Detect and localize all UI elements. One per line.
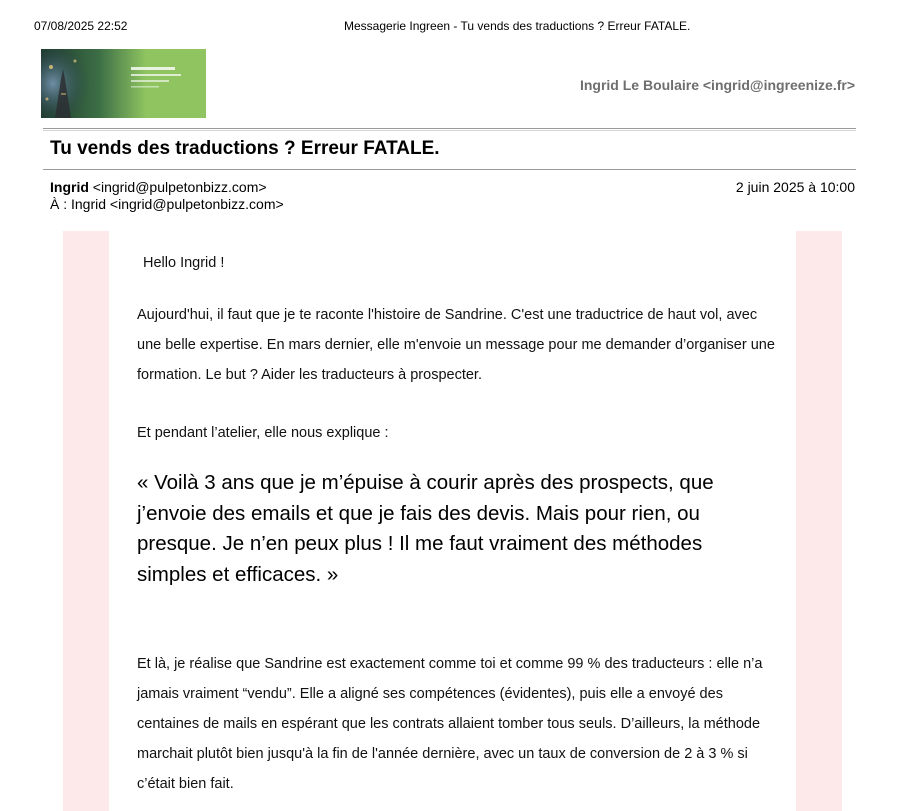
- sender-name: Ingrid: [50, 179, 89, 195]
- paragraph-workshop: Et pendant l’atelier, elle nous explique :: [137, 425, 389, 441]
- recipient-line: À : Ingrid <ingrid@pulpetonbizz.com>: [50, 196, 284, 212]
- email-subject: Tu vends des traductions ? Erreur FATALE.: [50, 138, 440, 159]
- header-divider: [43, 128, 856, 129]
- sender-address: <ingrid@pulpetonbizz.com>: [88, 179, 267, 195]
- email-body-content: [109, 231, 796, 811]
- paragraph-realization: Et là, je réalise que Sandrine est exactement comme toi et comme 99 % des traducteurs : elle n’a jamais vraiment “vendu”. Elle a aligné ses compétences (évidentes), puis elle a envoyé des centaines de mails en espérant que les contrats allaient tomber tous seuls. D’ailleurs, la méthode marchait plutôt bien jusqu'à la fin de l'année dernière, avec un taux de conversion de 2 à 3 % si c’était bien fait.: [137, 656, 763, 792]
- paragraph-intro: Aujourd'hui, il faut que je te raconte l'histoire de Sandrine. C'est une traductrice de haut vol, avec une belle expertise. En mars dernier, elle m'envoie un message pour me demander d’organiser une formation. Le but ? Aider les traducteurs à prospecter.: [137, 307, 775, 383]
- email-text: [137, 248, 777, 799]
- mail-logo: [41, 49, 206, 118]
- account-label: Ingrid Le Boulaire <ingrid@ingreenize.fr>: [579, 77, 855, 93]
- email-body-frame: [63, 231, 842, 811]
- print-header: [34, 19, 864, 33]
- print-page-title: Messagerie Ingreen - Tu vends des traductions ? Erreur FATALE.: [344, 19, 691, 33]
- quote-block: « Voilà 3 ans que je m’épuise à courir après des prospects, que j’envoie des emails et que je fais des devis. Mais pour rien, ou presque. Je n’en peux plus ! Il me faut vraiment des méthodes simples et efficaces. »: [137, 471, 714, 586]
- email-date: 2 juin 2025 à 10:00: [735, 179, 855, 195]
- subject-divider: [43, 169, 856, 170]
- sender-line: [50, 179, 284, 196]
- print-timestamp: 07/08/2025 22:52: [34, 19, 128, 33]
- greeting: Hello Ingrid !: [143, 255, 225, 271]
- email-meta: [50, 179, 284, 213]
